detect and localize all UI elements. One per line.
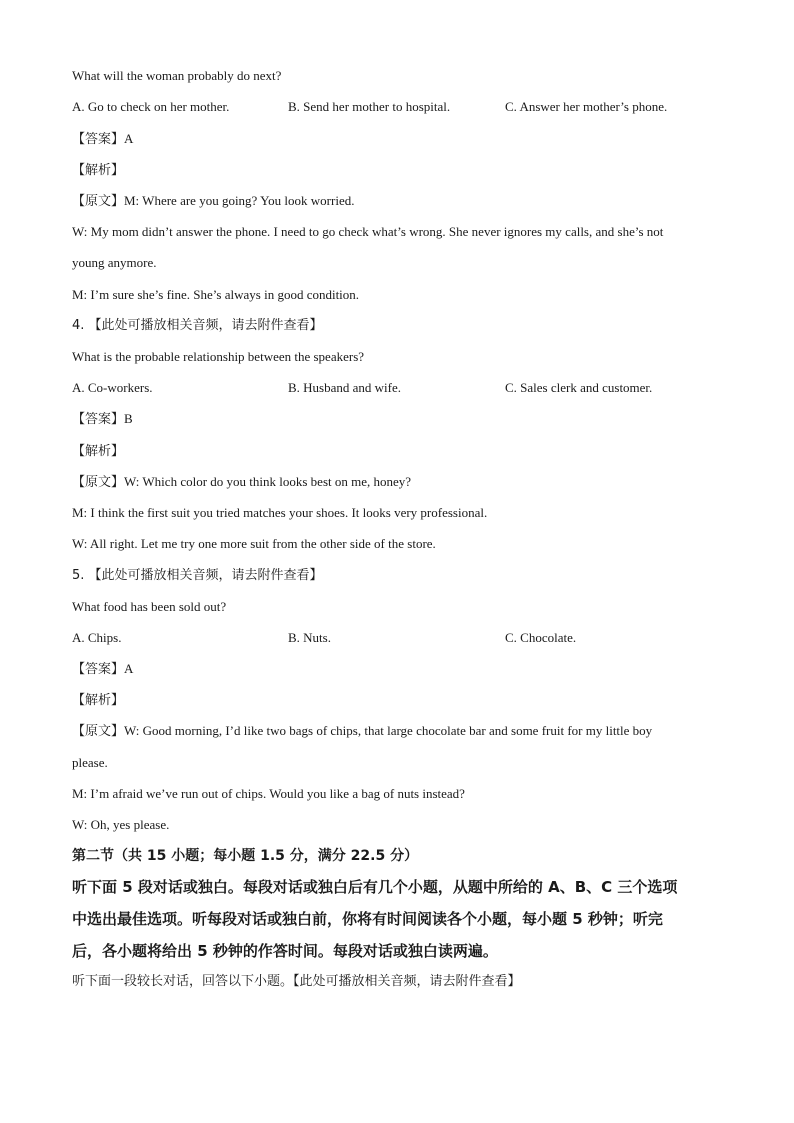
- q3-transcript-line: 【原文】M: Where are you going? You look worried.: [72, 193, 355, 208]
- q4-option-b: B. Husband and wife.: [288, 380, 402, 395]
- section-instructions-line: 听下面 5 段对话或独白。每段对话或独白后有几个小题，从题中所给的 A、B、C 三个选项: [72, 878, 678, 896]
- q4-answer: 【答案】B: [72, 411, 133, 426]
- q4-transcript-line: W: All right. Let me try one more suit from the other side of the store.: [72, 536, 436, 551]
- q5-audio-link[interactable]: 5. 【此处可播放相关音频，请去附件查看】: [72, 568, 323, 583]
- q4-analysis-label: 【解析】: [72, 443, 125, 458]
- section-heading: 第二节（共 15 小题；每小题 1.5 分，满分 22.5 分）: [72, 848, 419, 864]
- section-intro-audio-link[interactable]: 听下面一段较长对话，回答以下小题。【此处可播放相关音频，请去附件查看】: [72, 974, 521, 989]
- q3-transcript-line: young anymore.: [72, 255, 157, 270]
- q4-transcript-line: M: I think the first suit you tried matches your shoes. It looks very professional.: [72, 505, 488, 520]
- q4-question: What is the probable relationship between the speakers?: [72, 349, 365, 364]
- q3-question: What will the woman probably do next?: [72, 68, 282, 83]
- q3-option-b: B. Send her mother to hospital.: [288, 99, 451, 114]
- q4-transcript-line: 【原文】W: Which color do you think looks best on me, honey?: [72, 474, 412, 489]
- q5-transcript-line: W: Oh, yes please.: [72, 817, 170, 832]
- q4-option-a: A. Co-workers.: [72, 380, 153, 395]
- q3-analysis-label: 【解析】: [72, 162, 125, 177]
- section-instructions-line: 中选出最佳选项。听每段对话或独白前，你将有时间阅读各个小题，每小题 5 秒钟；听完: [72, 910, 663, 928]
- q3-answer: 【答案】A: [72, 131, 134, 146]
- q5-question: What food has been sold out?: [72, 599, 227, 614]
- q3-option-a: A. Go to check on her mother.: [72, 99, 230, 114]
- q5-option-c: C. Chocolate.: [505, 630, 577, 645]
- section-instructions-line: 后，各小题将给出 5 秒钟的作答时间。每段对话或独白读两遍。: [72, 942, 498, 960]
- q5-transcript-line: 【原文】W: Good morning, I’d like two bags of chips, that large chocolate bar and some fruit for my little boy: [72, 723, 653, 738]
- q5-answer: 【答案】A: [72, 661, 134, 676]
- q3-option-c: C. Answer her mother’s phone.: [505, 99, 668, 114]
- q4-audio-link[interactable]: 4. 【此处可播放相关音频，请去附件查看】: [72, 318, 323, 333]
- q5-transcript-line: please.: [72, 755, 108, 770]
- q5-transcript-line: M: I’m afraid we’ve run out of chips. Would you like a bag of nuts instead?: [72, 786, 465, 801]
- q5-option-a: A. Chips.: [72, 630, 122, 645]
- q4-option-c: C. Sales clerk and customer.: [505, 380, 653, 395]
- q5-analysis-label: 【解析】: [72, 692, 125, 707]
- q5-option-b: B. Nuts.: [288, 630, 331, 645]
- q3-transcript-line: M: I’m sure she’s fine. She’s always in good condition.: [72, 287, 360, 302]
- q3-transcript-line: W: My mom didn’t answer the phone. I need to go check what’s wrong. She never ignores my calls, and she’s not: [72, 224, 664, 239]
